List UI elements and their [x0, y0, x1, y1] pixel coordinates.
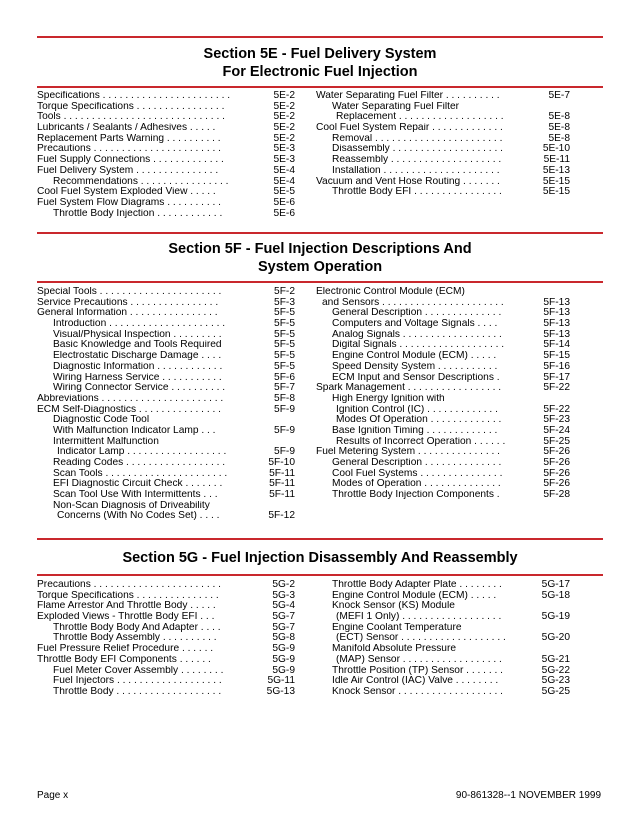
toc-entry — [316, 676, 570, 687]
toc-entry — [37, 415, 295, 426]
toc-entry-page — [263, 501, 295, 512]
toc-entry-title: Throttle Body Assembly . . . . . . . . . . — [53, 633, 217, 644]
toc-entry — [37, 655, 295, 666]
toc-entry-title: Throttle Body EFI Components . . . . . . — [37, 654, 211, 665]
toc-entry — [316, 437, 570, 448]
section-5g-title — [37, 549, 603, 567]
toc-entry-title: Removal . . . . . . . . . . . . . . . . . . . . . . . — [332, 133, 503, 144]
toc-entry — [316, 112, 570, 123]
toc-entry-page: 5E-2 — [273, 91, 295, 101]
section-5f-title-line-1: Section 5F - Fuel Injection Descriptions And — [168, 241, 472, 257]
section-5g-right-column — [316, 580, 570, 698]
toc-entry-page: 5F-13 — [543, 319, 570, 330]
toc-entry-page: 5F-11 — [269, 479, 295, 490]
toc-entry-title: Intermittent Malfunction — [53, 436, 159, 447]
section-5g-left-column — [37, 580, 295, 698]
toc-entry-title: Scan Tools . . . . . . . . . . . . . . . . . . . . . . — [53, 468, 228, 479]
toc-entry-page: 5G-9 — [272, 654, 295, 665]
toc-entry — [316, 447, 570, 458]
toc-entry — [316, 298, 570, 309]
toc-entry — [316, 155, 570, 166]
toc-entry-title: General Description . . . . . . . . . . . . . . — [332, 458, 502, 468]
toc-entry-title: Introduction . . . . . . . . . . . . . . . . . . . . . — [53, 319, 226, 330]
toc-entry-title: and Sensors . . . . . . . . . . . . . . . . . . . . . . — [322, 297, 504, 308]
footer-page-number: Page x — [37, 790, 69, 801]
toc-entry — [37, 319, 295, 330]
toc-entry — [37, 580, 295, 591]
toc-entry — [37, 177, 295, 188]
toc-entry-page — [538, 287, 570, 298]
section-5e-title-line-2: For Electronic Fuel Injection — [222, 64, 418, 80]
toc-entry-page: 5G-19 — [541, 612, 570, 623]
toc-entry — [37, 102, 295, 113]
toc-entry-page: 5G-7 — [272, 612, 295, 623]
toc-entry-title: Cool Fuel System Exploded View . . . . . — [37, 187, 216, 198]
toc-entry-title: Throttle Body Injection Components . — [332, 490, 500, 501]
toc-entry-page: 5E-6 — [273, 197, 295, 208]
toc-entry-title: Electrostatic Discharge Damage . . . . — [53, 351, 222, 362]
toc-entry — [37, 144, 295, 155]
toc-entry — [37, 458, 295, 469]
toc-entry-title: Throttle Body EFI . . . . . . . . . . . . . . . . — [332, 187, 502, 198]
toc-entry — [316, 177, 570, 188]
toc-entry-title: Wiring Harness Service . . . . . . . . . . . — [53, 372, 222, 383]
toc-entry-page: 5E-8 — [548, 112, 570, 123]
toc-entry-title: Electronic Control Module (ECM) — [316, 287, 465, 297]
footer-document-number: 90-861328--1 NOVEMBER 1999 — [455, 790, 601, 801]
toc-entry — [316, 580, 570, 591]
toc-entry-title: Diagnostic Code Tool — [53, 415, 150, 426]
toc-entry-page: 5F-26 — [543, 468, 570, 479]
toc-entry-page — [263, 415, 295, 426]
toc-entry-page: 5F-13 — [543, 297, 570, 308]
toc-entry-page: 5E-2 — [273, 133, 295, 144]
toc-entry-page: 5F-25 — [543, 436, 570, 447]
toc-entry-title: Cool Fuel System Repair . . . . . . . . . . . . . — [316, 123, 503, 134]
toc-entry-title: ECM Input and Sensor Descriptions . — [332, 372, 500, 383]
toc-entry — [316, 340, 570, 351]
section-5f-top-rule — [37, 232, 603, 234]
toc-entry — [316, 479, 570, 490]
toc-entry-page: 5G-23 — [541, 676, 570, 687]
toc-entry-title: Exploded Views - Throttle Body EFI . . . — [37, 612, 215, 623]
section-5g-title-line-1: Section 5G - Fuel Injection Disassembly And Reassembly — [122, 550, 518, 566]
toc-entry-page: 5G-2 — [272, 580, 295, 590]
toc-entry-page: 5E-10 — [542, 144, 570, 155]
toc-entry-page: 5F-2 — [274, 287, 295, 297]
toc-entry-title: Fuel System Flow Diagrams . . . . . . . . . . — [37, 197, 221, 208]
toc-entry-title: Visual/Physical Inspection . . . . . . . . . — [53, 329, 222, 340]
toc-entry — [316, 123, 570, 134]
toc-entry-title: General Description . . . . . . . . . . . . . . — [332, 308, 502, 319]
toc-entry — [316, 644, 570, 655]
toc-entry-page: 5E-2 — [273, 101, 295, 112]
toc-entry-page: 5E-13 — [542, 165, 570, 176]
toc-entry — [316, 330, 570, 341]
toc-entry-title: (ECT) Sensor . . . . . . . . . . . . . . . . . . . — [336, 633, 506, 644]
toc-entry — [37, 112, 295, 123]
section-5e-top-rule — [37, 36, 603, 38]
toc-entry — [316, 415, 570, 426]
toc-entry-title: Flame Arrestor And Throttle Body . . . . . — [37, 601, 216, 612]
toc-entry-page: 5G-4 — [272, 601, 295, 612]
toc-entry-page: 5F-28 — [543, 490, 570, 501]
toc-entry — [316, 426, 570, 437]
toc-entry-title: Torque Specifications . . . . . . . . . . . . . . . — [37, 590, 219, 601]
toc-entry-page: 5E-8 — [548, 123, 570, 134]
toc-entry-page: 5E-3 — [273, 155, 295, 166]
toc-entry-page: 5E-7 — [548, 91, 570, 101]
toc-entry — [37, 91, 295, 102]
toc-entry — [37, 373, 295, 384]
toc-entry-page: 5G-20 — [541, 633, 570, 644]
toc-entry-page: 5G-22 — [541, 665, 570, 676]
toc-entry-page: 5F-11 — [269, 490, 295, 501]
toc-entry — [37, 187, 295, 198]
toc-entry — [316, 666, 570, 677]
toc-entry-title: Idle Air Control (IAC) Valve . . . . . . . . — [332, 676, 499, 687]
toc-entry — [37, 511, 295, 522]
toc-entry-title: High Energy Ignition with — [332, 393, 445, 404]
toc-entry-page: 5F-22 — [543, 383, 570, 394]
toc-entry — [316, 601, 570, 612]
toc-entry — [37, 134, 295, 145]
toc-entry-page: 5F-6 — [274, 372, 295, 383]
toc-entry-page: 5E-15 — [542, 187, 570, 198]
toc-entry-title: Speed Density System . . . . . . . . . . . — [332, 361, 498, 372]
toc-entry-page: 5E-8 — [548, 133, 570, 144]
toc-entry-page: 5G-9 — [272, 644, 295, 655]
toc-entry-page: 5F-9 — [274, 404, 295, 415]
toc-entry — [37, 394, 295, 405]
section-5e-right-column — [316, 91, 570, 198]
toc-entry-title: Fuel Delivery System . . . . . . . . . . . . . . . — [37, 165, 219, 176]
toc-entry-title: Lubricants / Sealants / Adhesives . . . . . — [37, 123, 216, 134]
toc-entry-page: 5E-4 — [273, 165, 295, 176]
toc-entry — [316, 655, 570, 666]
toc-entry-page: 5F-7 — [274, 383, 295, 394]
toc-entry-page: 5F-3 — [274, 297, 295, 308]
toc-entry-title: Service Precautions . . . . . . . . . . . . . . . . — [37, 297, 219, 308]
toc-entry — [316, 308, 570, 319]
toc-entry-title: Reading Codes . . . . . . . . . . . . . . . . . . — [53, 458, 226, 468]
toc-entry-title: Disassembly . . . . . . . . . . . . . . . . . . . . — [332, 144, 503, 155]
toc-entry-page: 5G-3 — [272, 590, 295, 601]
toc-entry-title: Throttle Body Injection . . . . . . . . . . . . — [53, 208, 223, 219]
toc-entry — [37, 490, 295, 501]
toc-entry-page: 5G-8 — [272, 633, 295, 644]
toc-entry — [316, 287, 570, 298]
toc-entry-title: Engine Control Module (ECM) . . . . . — [332, 590, 497, 601]
toc-entry-page: 5F-5 — [274, 340, 295, 351]
section-5f-title-line-2: System Operation — [257, 259, 383, 275]
toc-entry — [316, 458, 570, 469]
toc-entry — [37, 437, 295, 448]
toc-entry-title: General Information . . . . . . . . . . . . . . . . — [37, 308, 218, 319]
toc-entry — [37, 351, 295, 362]
toc-entry — [316, 405, 570, 416]
toc-entry — [316, 383, 570, 394]
toc-entry — [37, 447, 295, 458]
toc-entry-title: Throttle Body Adapter Plate . . . . . . . . — [332, 580, 502, 590]
toc-entry — [316, 394, 570, 405]
toc-entry-title: Knock Sensor (KS) Module — [332, 601, 455, 612]
toc-entry-title: Manifold Absolute Pressure — [332, 644, 457, 655]
section-5f-bottom-rule — [37, 281, 603, 283]
toc-entry — [316, 134, 570, 145]
toc-entry-page: 5F-5 — [274, 308, 295, 319]
toc-entry-title: Abbreviations . . . . . . . . . . . . . . . . . . . . . . — [37, 393, 224, 404]
toc-entry-page: 5F-8 — [274, 393, 295, 404]
toc-entry — [316, 612, 570, 623]
toc-entry-title: Fuel Supply Connections . . . . . . . . . . . . . — [37, 155, 224, 166]
toc-entry-page: 5G-13 — [266, 686, 295, 697]
toc-entry-title: Throttle Body . . . . . . . . . . . . . . . . . . . — [53, 686, 222, 697]
toc-entry-title: Fuel Metering System . . . . . . . . . . . . . . . — [316, 447, 500, 458]
toc-entry-title: Base Ignition Timing . . . . . . . . . . . . . — [332, 425, 498, 436]
toc-entry-title: Concerns (With No Codes Set) . . . . — [57, 511, 220, 522]
toc-entry — [316, 623, 570, 634]
toc-entry-page: 5E-2 — [273, 123, 295, 134]
toc-entry — [316, 362, 570, 373]
toc-entry-page: 5F-9 — [274, 425, 295, 436]
section-5g-top-rule — [37, 538, 603, 540]
toc-entry — [37, 601, 295, 612]
toc-entry-title: Ignition Control (IC) . . . . . . . . . . . . . — [336, 404, 498, 415]
section-5f-right-column — [316, 287, 570, 501]
toc-entry — [37, 501, 295, 512]
toc-entry-title: Modes Of Operation . . . . . . . . . . . . . — [336, 415, 502, 426]
toc-entry-title: Replacement . . . . . . . . . . . . . . . . . . . — [336, 112, 504, 123]
toc-entry — [37, 687, 295, 698]
toc-entry — [316, 319, 570, 330]
toc-entry-page: 5E-3 — [273, 144, 295, 155]
toc-entry-title: Fuel Pressure Relief Procedure . . . . . . — [37, 644, 214, 655]
toc-entry-page: 5F-9 — [274, 447, 295, 458]
toc-entry-title: (MAP) Sensor . . . . . . . . . . . . . . . . . . — [336, 654, 502, 665]
toc-entry-title: Precautions . . . . . . . . . . . . . . . . . . . . . . . — [37, 144, 221, 155]
toc-entry — [37, 479, 295, 490]
toc-entry-page: 5E-6 — [273, 208, 295, 219]
toc-entry — [37, 612, 295, 623]
section-5e-title-line-1: Section 5E - Fuel Delivery System — [203, 46, 437, 62]
toc-entry — [316, 144, 570, 155]
toc-entry-title: (MEFI 1 Only) . . . . . . . . . . . . . . . . . . — [336, 612, 502, 623]
toc-entry — [37, 209, 295, 220]
toc-entry-page: 5G-7 — [272, 622, 295, 633]
toc-entry-title: Replacement Parts Warning . . . . . . . . . . — [37, 133, 221, 144]
toc-entry-page: 5E-11 — [543, 155, 570, 166]
toc-entry — [37, 308, 295, 319]
toc-entry-title: With Malfunction Indicator Lamp . . . — [53, 425, 216, 436]
toc-entry-page: 5F-5 — [274, 351, 295, 362]
toc-entry-title: Throttle Position (TP) Sensor . . . . . . . — [332, 665, 503, 676]
toc-entry-page — [538, 102, 570, 113]
toc-entry — [37, 287, 295, 298]
toc-entry-page: 5F-23 — [543, 415, 570, 426]
toc-entry-page: 5G-11 — [267, 676, 295, 687]
toc-entry-page: 5G-25 — [541, 686, 570, 697]
toc-entry-title: Special Tools . . . . . . . . . . . . . . . . . . . . . . — [37, 287, 222, 297]
toc-entry-page: 5G-17 — [541, 580, 570, 590]
toc-entry — [37, 383, 295, 394]
toc-entry — [37, 644, 295, 655]
section-5g-bottom-rule — [37, 574, 603, 576]
toc-entry-page: 5E-4 — [273, 176, 295, 187]
toc-entry-title: Fuel Injectors . . . . . . . . . . . . . . . . . . . — [53, 676, 222, 687]
toc-entry — [37, 469, 295, 480]
toc-entry — [316, 373, 570, 384]
toc-entry — [37, 405, 295, 416]
toc-entry-page: 5F-26 — [543, 479, 570, 490]
toc-entry-title: Cool Fuel Systems . . . . . . . . . . . . . . . — [332, 468, 503, 479]
toc-entry-title: Engine Coolant Temperature — [332, 622, 462, 633]
toc-entry-title: Tools . . . . . . . . . . . . . . . . . . . . . . . . . . . . . — [37, 112, 225, 123]
toc-entry-title: Torque Specifications . . . . . . . . . . . . . . . . — [37, 101, 225, 112]
toc-entry-title: Diagnostic Information . . . . . . . . . . . . — [53, 361, 223, 372]
toc-entry — [316, 187, 570, 198]
toc-entry — [37, 623, 295, 634]
toc-entry — [316, 490, 570, 501]
toc-entry-title: Throttle Body Body And Adapter . . . . — [53, 622, 221, 633]
toc-entry — [316, 633, 570, 644]
toc-entry — [37, 298, 295, 309]
toc-entry — [37, 666, 295, 677]
toc-entry-page — [263, 437, 295, 448]
toc-entry-page — [538, 644, 570, 655]
toc-entry — [37, 426, 295, 437]
toc-entry-page: 5E-2 — [273, 112, 295, 123]
toc-entry-title: Non-Scan Diagnosis of Driveability — [53, 500, 210, 511]
toc-entry-page: 5G-21 — [541, 654, 570, 665]
toc-entry-title: Vacuum and Vent Hose Routing . . . . . . . — [316, 176, 500, 187]
toc-entry-page — [538, 601, 570, 612]
section-5e-bottom-rule — [37, 86, 603, 88]
toc-entry-title: Knock Sensor . . . . . . . . . . . . . . . . . . . — [332, 686, 503, 697]
toc-entry-title: Spark Management . . . . . . . . . . . . . . . . . — [316, 383, 502, 394]
toc-entry — [37, 633, 295, 644]
section-5e-left-column — [37, 91, 295, 219]
toc-entry-page: 5F-15 — [543, 351, 570, 362]
toc-entry-page: 5F-26 — [543, 458, 570, 468]
toc-entry-title: Installation . . . . . . . . . . . . . . . . . . . . . — [332, 165, 500, 176]
toc-entry — [37, 340, 295, 351]
toc-entry — [316, 91, 570, 102]
toc-entry-page: 5F-24 — [543, 425, 570, 436]
toc-entry-page: 5E-5 — [273, 187, 295, 198]
toc-entry-title: Water Separating Fuel Filter . . . . . . . . . . — [316, 91, 500, 101]
toc-entry-page: 5G-18 — [541, 590, 570, 601]
section-5f-left-column — [37, 287, 295, 522]
toc-entry-page — [538, 394, 570, 405]
toc-entry — [37, 123, 295, 134]
toc-entry — [37, 198, 295, 209]
toc-entry-page: 5F-10 — [268, 458, 295, 468]
toc-entry-title: Results of Incorrect Operation . . . . . . — [336, 436, 506, 447]
toc-entry-title: Specifications . . . . . . . . . . . . . . . . . . . . . . . — [37, 91, 231, 101]
toc-entry-page: 5F-17 — [543, 372, 570, 383]
toc-entry-title: Computers and Voltage Signals . . . . — [332, 319, 498, 330]
toc-entry-title: Scan Tool Use With Intermittents . . . — [53, 490, 218, 501]
toc-entry-page: 5F-12 — [268, 511, 295, 522]
toc-entry-title: Modes of Operation . . . . . . . . . . . . . . — [332, 479, 501, 490]
toc-entry-page — [538, 623, 570, 634]
toc-entry — [316, 351, 570, 362]
toc-entry-title: Precautions . . . . . . . . . . . . . . . . . . . . . . . — [37, 580, 221, 590]
toc-entry — [37, 155, 295, 166]
toc-entry-page: 5F-5 — [274, 361, 295, 372]
toc-entry — [37, 166, 295, 177]
toc-entry — [37, 330, 295, 341]
toc-entry — [37, 591, 295, 602]
toc-entry-page: 5E-15 — [542, 176, 570, 187]
toc-entry-title: Reassembly . . . . . . . . . . . . . . . . . . . . — [332, 155, 502, 166]
toc-entry-page: 5F-26 — [543, 447, 570, 458]
section-5f-title — [37, 240, 603, 276]
toc-entry-title: ECM Self-Diagnostics . . . . . . . . . . . . . . . — [37, 404, 221, 415]
toc-entry-page: 5F-13 — [543, 308, 570, 319]
toc-entry-title: Recommendations . . . . . . . . . . . . . . . . — [53, 176, 229, 187]
toc-entry-page: 5F-14 — [543, 340, 570, 351]
toc-entry-page: 5F-5 — [274, 319, 295, 330]
toc-entry — [37, 676, 295, 687]
toc-entry-page: 5F-22 — [543, 404, 570, 415]
toc-entry — [316, 591, 570, 602]
toc-entry-title: Basic Knowledge and Tools Required — [53, 340, 222, 351]
toc-entry — [316, 102, 570, 113]
toc-entry-title: Analog Signals . . . . . . . . . . . . . . . . . . — [332, 329, 502, 340]
toc-entry — [316, 166, 570, 177]
toc-entry-page: 5G-9 — [272, 665, 295, 676]
toc-entry-title: Digital Signals . . . . . . . . . . . . . . . . . . . — [332, 340, 505, 351]
toc-entry-page: 5F-11 — [269, 468, 295, 479]
toc-entry-title: Fuel Meter Cover Assembly . . . . . . . . — [53, 665, 224, 676]
section-5e-title — [37, 45, 603, 81]
toc-entry — [37, 362, 295, 373]
toc-entry-title: Wiring Connector Service . . . . . . . . . . — [53, 383, 226, 394]
toc-entry-title: Water Separating Fuel Filter — [332, 101, 460, 112]
toc-entry — [316, 687, 570, 698]
toc-entry — [316, 469, 570, 480]
toc-entry-title: Engine Control Module (ECM) . . . . . — [332, 351, 497, 362]
toc-entry-page: 5F-16 — [543, 361, 570, 372]
toc-entry-page: 5F-5 — [274, 329, 295, 340]
toc-entry-page: 5F-13 — [543, 329, 570, 340]
toc-entry-title: Indicator Lamp . . . . . . . . . . . . . . . . . . — [57, 447, 227, 458]
toc-entry-title: EFI Diagnostic Circuit Check . . . . . . . — [53, 479, 223, 490]
